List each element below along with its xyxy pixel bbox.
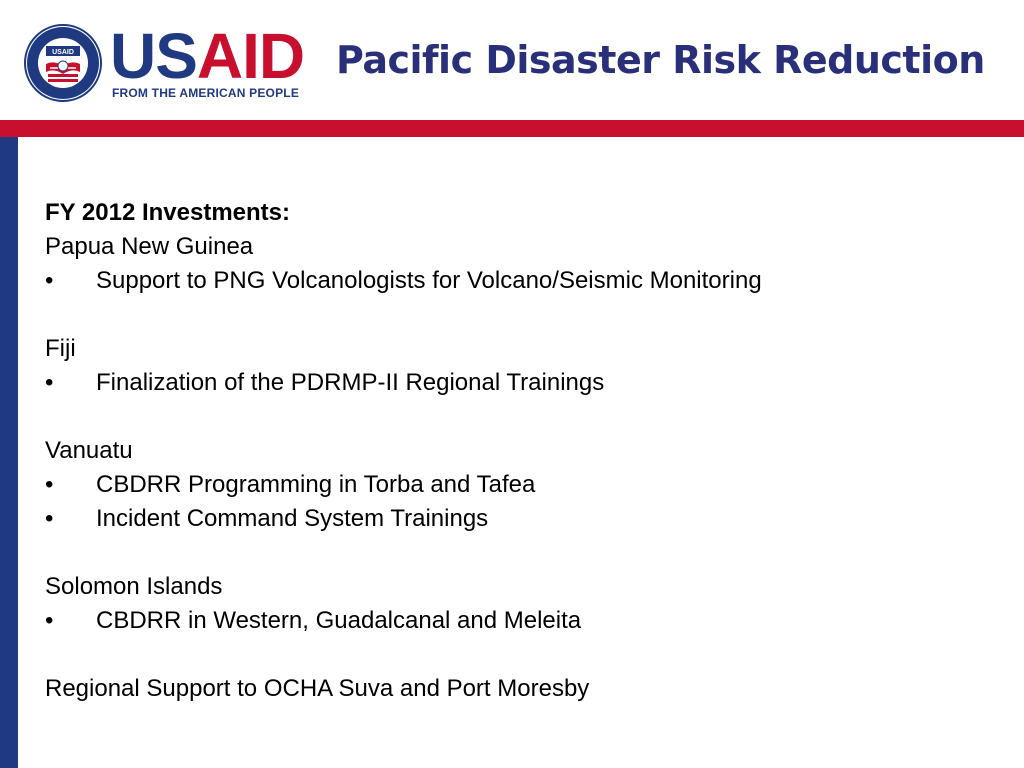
bullet-text: Finalization of the PDRMP-II Regional Trainings bbox=[96, 369, 605, 396]
wordmark-us: US bbox=[110, 20, 197, 92]
country-vanuatu: Vanuatu bbox=[45, 437, 133, 464]
bullet-text: Support to PNG Volcanologists for Volcano/Seismic Monitoring bbox=[96, 267, 762, 294]
bullet-item bbox=[45, 264, 1005, 298]
bullet-text: CBDRR in Western, Guadalcanal and Meleita bbox=[96, 607, 582, 634]
header-red-divider bbox=[0, 120, 1024, 137]
bullet-text: Incident Command System Trainings bbox=[96, 505, 489, 532]
bullet-icon: • bbox=[45, 369, 54, 396]
country-solomon-islands: Solomon Islands bbox=[45, 573, 223, 600]
bullet-item bbox=[45, 366, 1005, 400]
slide-header bbox=[0, 0, 1024, 120]
country-png: Papua New Guinea bbox=[45, 233, 254, 260]
logo-tagline: FROM THE AMERICAN PEOPLE bbox=[112, 86, 300, 100]
bullet-icon: • bbox=[45, 471, 54, 498]
bullet-item bbox=[45, 502, 1005, 536]
slide-title: Pacific Disaster Risk Reduction bbox=[336, 38, 985, 82]
usaid-wordmark bbox=[110, 20, 305, 92]
bullet-text: CBDRR Programming in Torba and Tafea bbox=[96, 471, 536, 498]
bullet-icon: • bbox=[45, 267, 54, 294]
bullet-item bbox=[45, 604, 1005, 638]
country-fiji: Fiji bbox=[45, 335, 76, 362]
svg-text:USAID: USAID bbox=[52, 49, 74, 56]
slide-content bbox=[45, 196, 1005, 706]
wordmark-aid: AID bbox=[196, 20, 305, 92]
bullet-icon: • bbox=[45, 505, 54, 532]
left-blue-sidebar bbox=[0, 137, 18, 768]
regional-support-line: Regional Support to OCHA Suva and Port Moresby bbox=[45, 675, 590, 702]
investments-heading: FY 2012 Investments: bbox=[45, 199, 291, 226]
bullet-icon: • bbox=[45, 607, 54, 634]
usaid-seal-logo bbox=[24, 24, 102, 102]
bullet-item bbox=[45, 468, 1005, 502]
